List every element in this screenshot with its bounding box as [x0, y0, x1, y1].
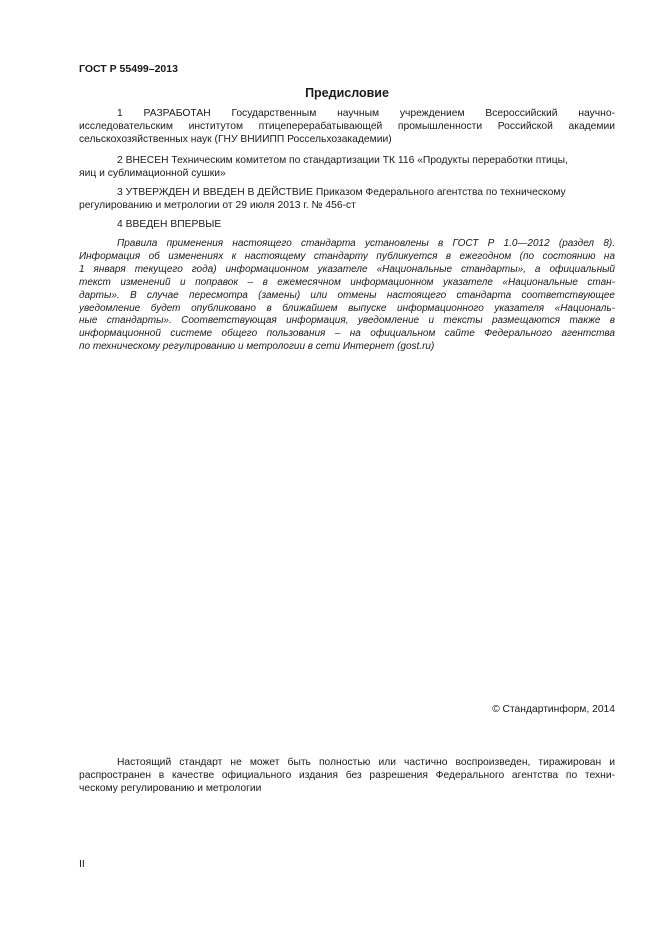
note-line: ные стандарты». Соответствующая информация, уведомление и тексты размещаются также в — [79, 315, 615, 327]
item-introduced-line-2: яиц и сублимационной сушки» — [79, 168, 226, 180]
reproduction-notice — [79, 756, 615, 796]
item-developed-line-2: исследовательским институтом птицеперерабатывающей промышленности Российской академии — [79, 121, 615, 133]
note-line: Информация об изменениях к настоящему стандарту публикуется в ежегодном (по состоянию на — [79, 250, 615, 262]
item-developed — [79, 107, 615, 147]
copyright: © Стандартинформ, 2014 — [492, 704, 615, 715]
item-developed-line-3: сельскохозяйственных наук (ГНУ ВНИИПП Россельхозакадемии) — [79, 134, 392, 146]
application-rules-note — [79, 238, 615, 354]
section-title: Предисловие — [305, 86, 389, 100]
notice-line: ческому регулированию и метрологии — [79, 783, 262, 795]
item-approved-line-2: регулированию и метрологии от 29 июля 2013 г. № 456-ст — [79, 200, 356, 212]
note-line: 1 января текущего года) информационном указателе «Национальные стандарты», а официальный — [79, 263, 615, 275]
note-line: уведомление будет опубликовано в ближайшем выпуске информационного указателя «Националь- — [79, 302, 615, 314]
item-approved-line-1: 3 УТВЕРЖДЕН И ВВЕДЕН В ДЕЙСТВИЕ Приказом Федерального агентства по техническому — [117, 187, 566, 198]
item-introduced — [79, 154, 615, 180]
notice-line: Настоящий стандарт не может быть полностью или частично воспроизведен, тиражирован и — [117, 757, 615, 768]
note-line: дарты». В случае пересмотра (замены) или отмены настоящего стандарта соответствующее — [79, 289, 615, 301]
item-introduced-line-1: 2 ВНЕСЕН Техническим комитетом по стандартизации ТК 116 «Продукты переработки птицы, — [117, 155, 568, 166]
notice-line: распространен в качестве официального издания без разрешения Федерального агентства по техни- — [79, 770, 615, 782]
note-line: текст изменений и поправок – в ежемесячном информационном указателе «Национальные стан- — [79, 276, 615, 288]
note-line: по техническому регулированию и метрологии в сети Интернет (gost.ru) — [79, 341, 435, 353]
item-first-introduced — [79, 218, 615, 231]
item-approved — [79, 186, 615, 212]
page-number: II — [79, 858, 85, 870]
note-line: Правила применения настоящего стандарта установлены в ГОСТ Р 1.0—2012 (раздел 8). — [117, 238, 615, 249]
note-line: информационной системе общего пользования – на официальном сайте Федерального агентства — [79, 328, 615, 340]
item-developed-line-1: 1 РАЗРАБОТАН Государственным научным учреждением Всероссийский научно- — [117, 108, 615, 119]
document-code: ГОСТ Р 55499–2013 — [79, 63, 178, 75]
item-first-introduced-line: 4 ВВЕДЕН ВПЕРВЫЕ — [117, 219, 222, 230]
